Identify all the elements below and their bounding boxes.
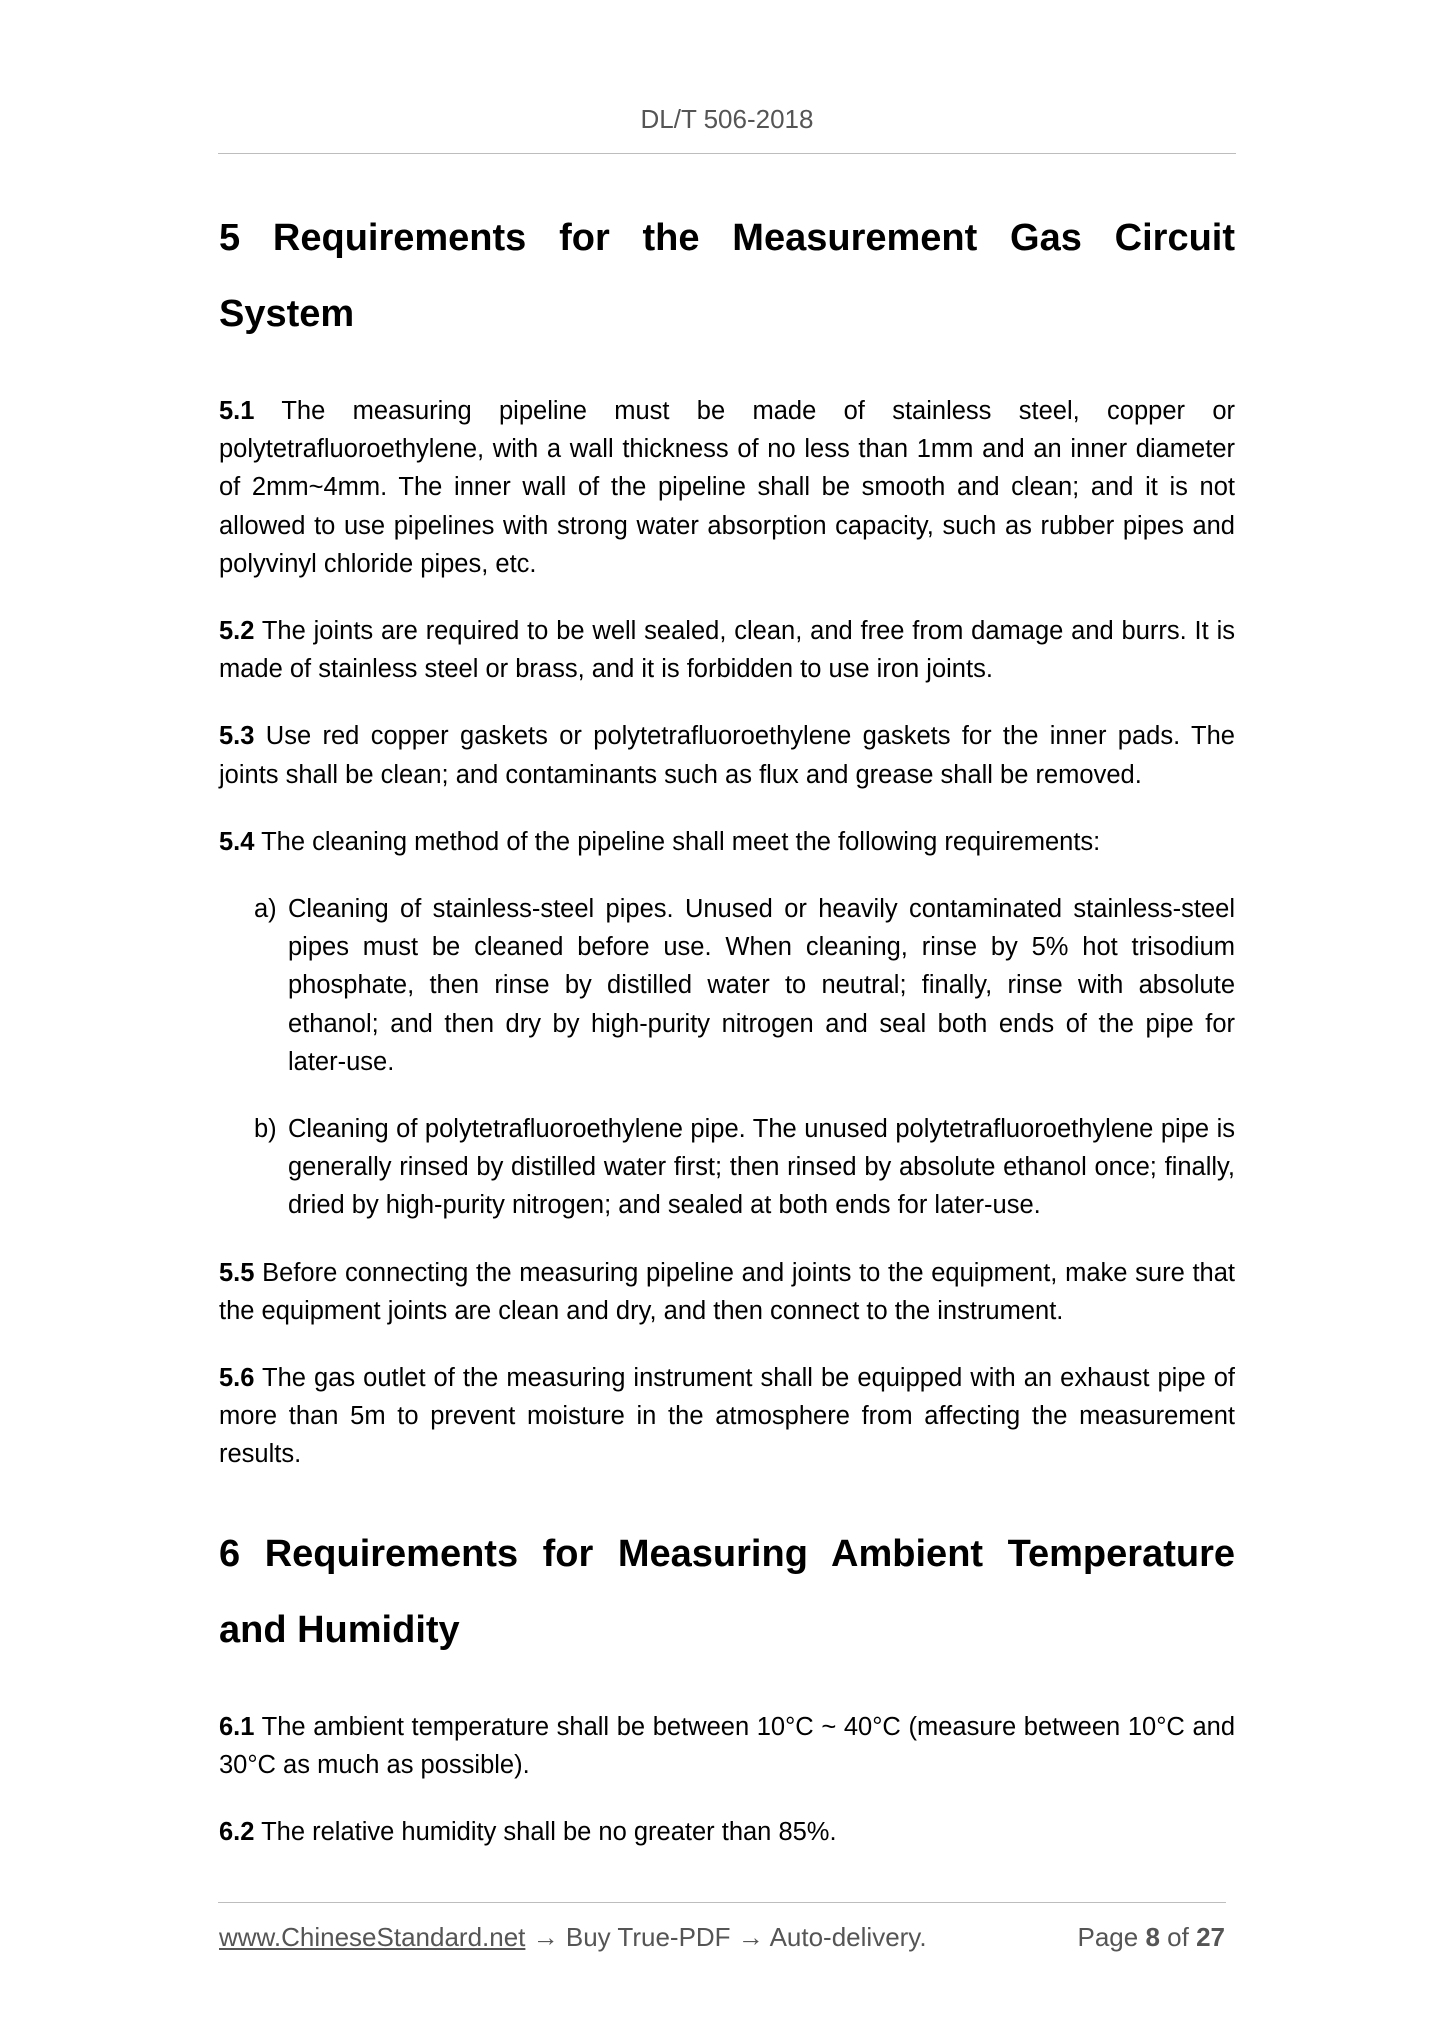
page-current: 8 — [1145, 1922, 1160, 1952]
clause-text: Before connecting the measuring pipeline and joints to the equipment, make sure that the equipment joints are clean and dry, and then connect to the instrument. — [219, 1258, 1235, 1325]
clause-number: 6.2 — [219, 1818, 255, 1847]
clause-5-5 — [219, 1254, 1235, 1330]
clause-5-1 — [219, 392, 1235, 583]
clause-5-2 — [219, 612, 1235, 688]
clause-text: Use red copper gaskets or polytetrafluoroethylene gaskets for the inner pads. The joints shall be clean; and contaminants such as flux and grease shall be removed. — [219, 722, 1235, 789]
list-marker: b) — [254, 1115, 277, 1144]
section-6-heading: 6 Requirements for Measuring Ambient Temperature and Humidity — [219, 1532, 1235, 1651]
clause-5-4 — [219, 823, 1235, 861]
footer-tagline: → Buy True-PDF → Auto-delivery. — [525, 1922, 927, 1952]
clause-number: 5.3 — [219, 722, 255, 751]
clause-text: The measuring pipeline must be made of stainless steel, copper or polytetrafluoroethylene, with a wall thickness of no less than 1mm and an inner diameter of 2mm~4mm. The inner wall of the pipeline shall be smooth and clean; and it is not allowed to use pipelines with strong water absorption capacity, such as rubber pipes and polyvinyl chloride pipes, etc. — [219, 397, 1235, 578]
list-item-text: Cleaning of stainless-steel pipes. Unused or heavily contaminated stainless-steel pipes must be cleaned before use. When cleaning, rinse by 5% hot trisodium phosphate, then rinse by distilled water to neutral; finally, rinse with absolute ethanol; and then dry by high-purity nitrogen and seal both ends of the pipe for later-use. — [288, 895, 1235, 1076]
page-number — [1077, 1922, 1225, 1953]
clause-number: 5.2 — [219, 617, 255, 646]
clause-text: The gas outlet of the measuring instrument shall be equipped with an exhaust pipe of more than 5m to prevent moisture in the atmosphere from affecting the measurement results. — [219, 1364, 1235, 1469]
clause-text: The joints are required to be well sealed, clean, and free from damage and burrs. It is made of stainless steel or brass, and it is forbidden to use iron joints. — [219, 617, 1235, 684]
header-divider — [218, 153, 1236, 154]
list-item-a — [254, 890, 1235, 1081]
of-label: of — [1167, 1922, 1189, 1952]
clause-number: 6.1 — [219, 1712, 255, 1741]
clause-5-3 — [219, 717, 1235, 793]
clause-6-1 — [219, 1708, 1235, 1784]
page-total: 27 — [1196, 1922, 1225, 1952]
list-marker: a) — [254, 895, 277, 924]
page-label: Page — [1077, 1922, 1139, 1952]
clause-number: 5.4 — [219, 827, 255, 856]
list-item-text: Cleaning of polytetrafluoroethylene pipe. The unused polytetrafluoroethylene pipe is generally rinsed by distilled water first; then rinsed by absolute ethanol once; finally, dried by high-purity nitrogen; and sealed at both ends for later-use. — [288, 1115, 1235, 1220]
section-5-heading: 5 Requirements for the Measurement Gas Circuit System — [219, 217, 1235, 335]
footer-divider — [218, 1902, 1226, 1903]
document-id-header: DL/T 506-2018 — [640, 104, 814, 134]
clause-6-2 — [219, 1813, 1235, 1851]
clause-5-6 — [219, 1359, 1235, 1474]
list-item-b — [254, 1110, 1235, 1225]
clause-text: The cleaning method of the pipeline shall meet the following requirements: — [254, 827, 1101, 856]
website-link[interactable]: www.ChineseStandard.net — [219, 1922, 526, 1952]
page-content — [219, 200, 1235, 1851]
page-footer — [219, 1922, 1225, 1953]
clause-number: 5.5 — [219, 1258, 255, 1287]
clause-text: The relative humidity shall be no greater than 85%. — [254, 1818, 837, 1847]
clause-text: The ambient temperature shall be between 10°C ~ 40°C (measure between 10°C and 30°C as much as possible). — [219, 1712, 1235, 1779]
clause-number: 5.1 — [219, 397, 255, 425]
clause-number: 5.6 — [219, 1364, 255, 1393]
